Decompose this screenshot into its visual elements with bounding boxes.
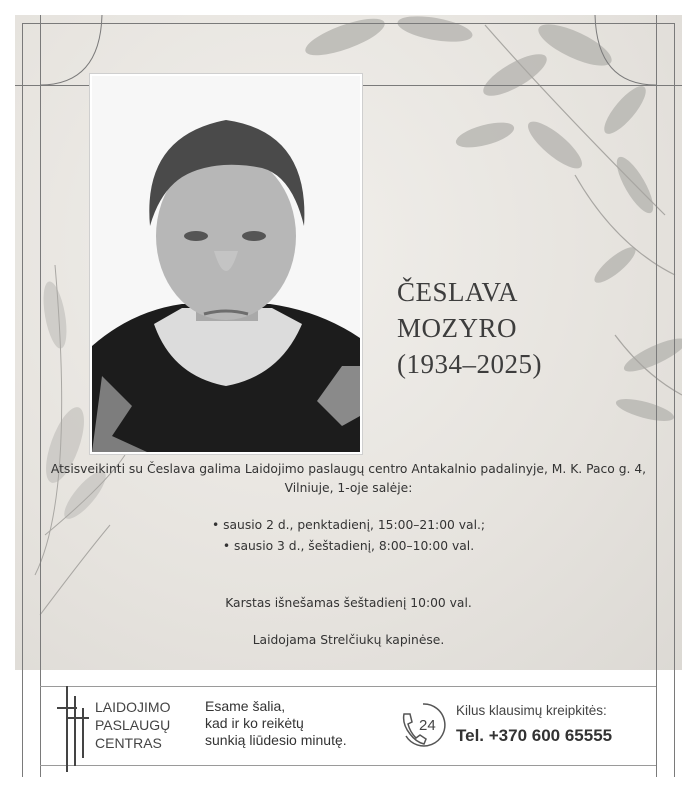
first-name: ČESLAVA	[397, 277, 519, 307]
brand-line-1: LAIDOJIMO	[95, 699, 171, 715]
brand-line-3: CENTRAS	[95, 735, 162, 751]
farewell-info-line1: Atsisveikinti su Česlava galima Laidojimo paslaugų centro Antakalnio padalinyje, M. K. Paco g. 4,	[50, 462, 647, 476]
contact-phone[interactable]: Tel. +370 600 65555	[456, 726, 613, 745]
cross-logo-icon	[55, 686, 91, 772]
burial-place-text: Laidojama Strelčiukų kapinėse.	[252, 633, 445, 647]
coffin-removal-text: Karstas išnešamas šeštadienį 10:00 val.	[225, 596, 472, 610]
frame-line-right-inner	[656, 15, 657, 670]
deceased-name-block	[397, 274, 627, 382]
footer-divider-bottom	[40, 765, 656, 766]
last-name: MOZYRO	[397, 313, 518, 343]
frame-line-left-outer	[22, 23, 23, 670]
footer-frame-right-outer	[674, 670, 675, 777]
frame-line-top	[22, 23, 675, 24]
brand-name	[95, 698, 170, 752]
slogan-line-3: sunkią liūdesio minutę.	[205, 732, 347, 748]
contact-label: Kilus klausimų kreipkitės:	[456, 703, 607, 718]
slogan	[205, 698, 347, 749]
schedule-item-1: • sausio 2 d., penktadienį, 15:00–21:00 val.;	[211, 518, 486, 532]
footer-frame-right-inner	[656, 670, 657, 777]
schedule-item-2: • sausio 3 d., šeštadienį, 8:00–10:00 val.	[222, 539, 475, 553]
frame-line-right-outer	[674, 23, 675, 670]
brand-line-2: PASLAUGŲ	[95, 717, 171, 733]
portrait-silhouette	[92, 76, 360, 452]
frame-arc-right	[587, 15, 657, 87]
footer-divider-top	[40, 686, 656, 687]
badge-24: 24	[419, 717, 436, 734]
life-years: (1934–2025)	[397, 349, 542, 379]
slogan-line-2: kad ir ko reikėtų	[205, 715, 304, 731]
footer	[15, 670, 682, 777]
footer-frame-left-outer	[22, 670, 23, 777]
phone-24-icon	[400, 702, 446, 748]
farewell-info-line2: Vilniuje, 1-oje salėje:	[284, 481, 413, 495]
portrait-photo	[90, 74, 362, 454]
frame-line-left-inner	[40, 15, 41, 670]
slogan-line-1: Esame šalia,	[205, 698, 286, 714]
